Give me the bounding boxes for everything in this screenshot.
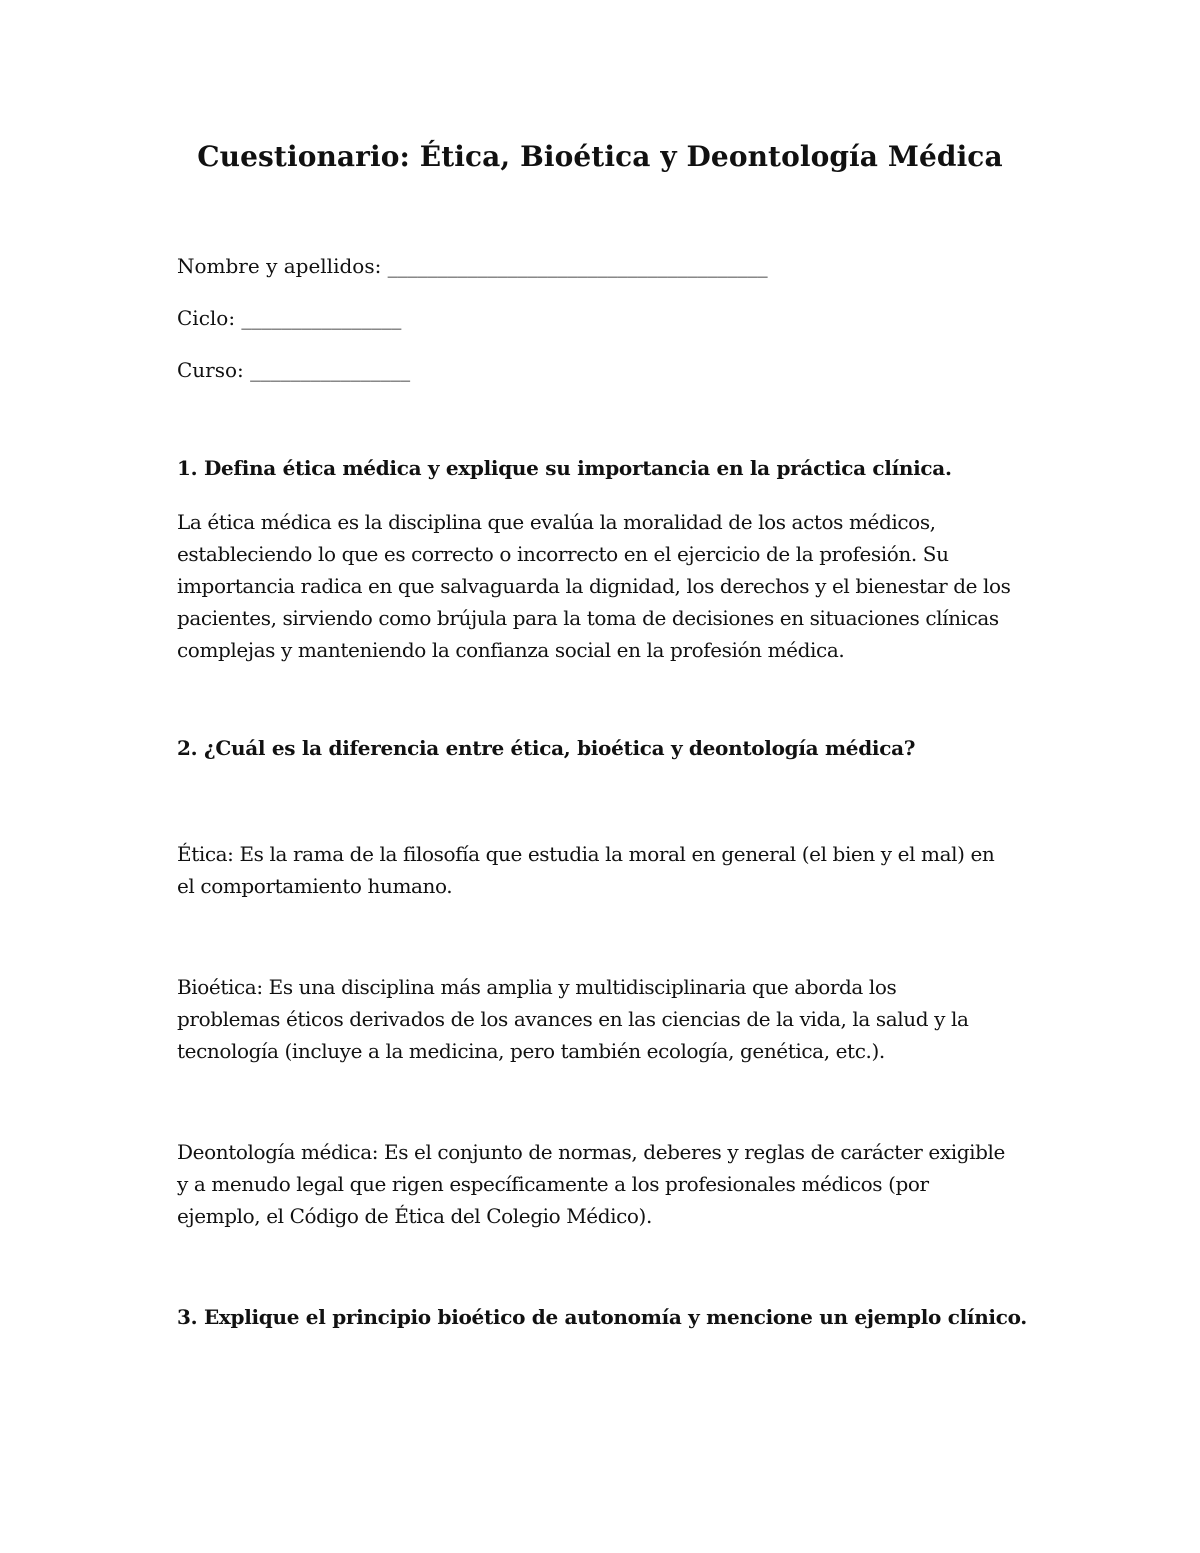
answer-line: Deontología médica: Es el conjunto de normas, deberes y reglas de carácter exigible — [177, 1140, 1005, 1164]
question-2: 2. ¿Cuál es la diferencia entre ética, bioética y deontología médica? — [177, 736, 916, 760]
ciclo-field: Ciclo: ________________ — [177, 306, 402, 330]
document-title: Cuestionario: Ética, Bioética y Deontología Médica — [197, 140, 1003, 173]
answer-line: y a menudo legal que rigen específicamente a los profesionales médicos (por — [177, 1172, 929, 1196]
answer-2-bioetica — [177, 971, 1037, 1067]
answer-line: Ética: Es la rama de la filosofía que estudia la moral en general (el bien y el mal) en — [177, 842, 995, 866]
answer-line: Bioética: Es una disciplina más amplia y multidisciplinaria que aborda los — [177, 975, 897, 999]
answer-2-etica — [177, 838, 1037, 902]
answer-line: tecnología (incluye a la medicina, pero también ecología, genética, etc.). — [177, 1039, 885, 1063]
answer-line: importancia radica en que salvaguarda la dignidad, los derechos y el bienestar de los — [177, 574, 1011, 598]
answer-1 — [177, 506, 1037, 666]
question-1: 1. Defina ética médica y explique su importancia en la práctica clínica. — [177, 456, 952, 480]
question-3: 3. Explique el principio bioético de autonomía y mencione un ejemplo clínico. — [177, 1305, 1027, 1329]
name-field: Nombre y apellidos: ______________________________________ — [177, 254, 768, 278]
answer-line: La ética médica es la disciplina que evalúa la moralidad de los actos médicos, — [177, 510, 936, 534]
answer-2-deontologia — [177, 1136, 1037, 1232]
answer-line: problemas éticos derivados de los avances en las ciencias de la vida, la salud y la — [177, 1007, 969, 1031]
answer-line: pacientes, sirviendo como brújula para la toma de decisiones en situaciones clínicas — [177, 606, 999, 630]
answer-line: el comportamiento humano. — [177, 874, 453, 898]
curso-field: Curso: ________________ — [177, 358, 411, 382]
answer-line: ejemplo, el Código de Ética del Colegio Médico). — [177, 1204, 652, 1228]
answer-line: complejas y manteniendo la confianza social en la profesión médica. — [177, 638, 845, 662]
answer-line: estableciendo lo que es correcto o incorrecto en el ejercicio de la profesión. Su — [177, 542, 949, 566]
